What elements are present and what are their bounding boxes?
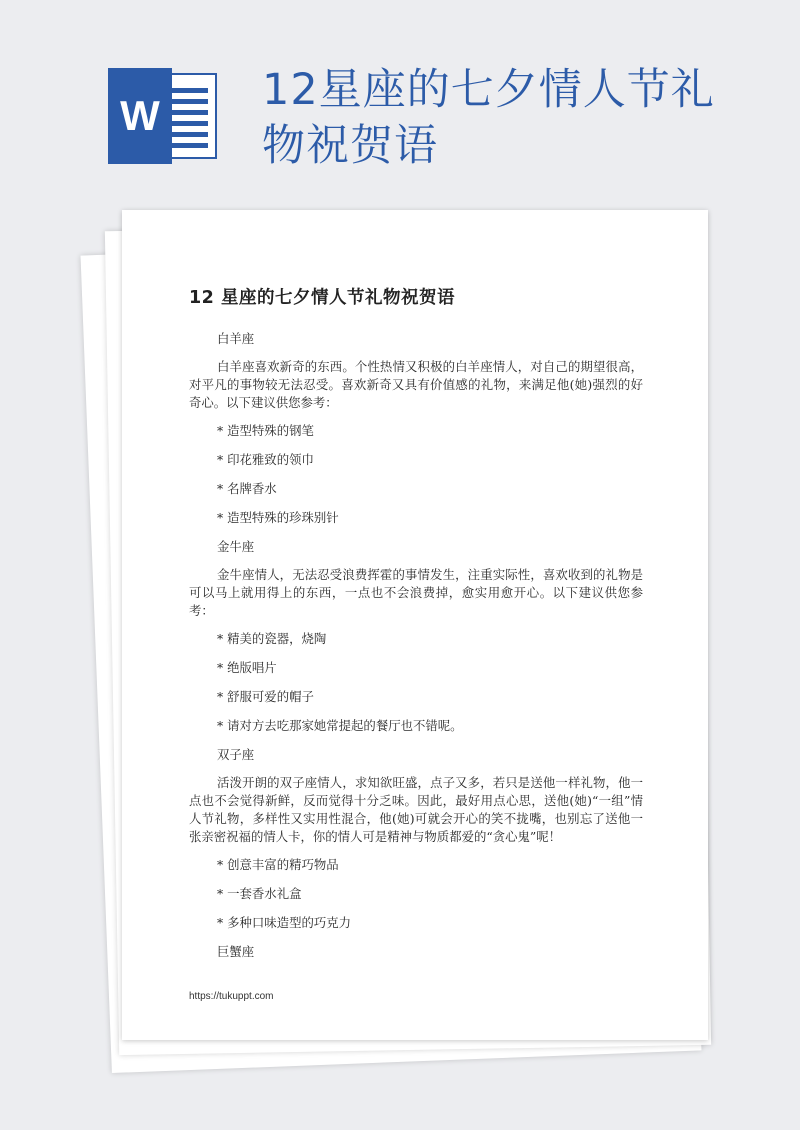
document-title: 12 星座的七夕情人节礼物祝贺语	[189, 288, 455, 308]
header	[0, 0, 800, 230]
gift-list-item: * 名牌香水	[217, 481, 277, 496]
gift-list-item: * 多种口味造型的巧克力	[217, 915, 352, 930]
zodiac-heading: 巨蟹座	[217, 944, 255, 959]
gift-list-item: * 造型特殊的珍珠别针	[217, 510, 339, 525]
gift-list-item: * 精美的瓷器，烧陶	[217, 631, 327, 646]
word-document-icon	[108, 68, 220, 164]
gift-list-item: * 印花雅致的领巾	[217, 452, 314, 467]
word-logo-letter: W	[120, 92, 160, 139]
zodiac-heading: 白羊座	[217, 331, 255, 346]
zodiac-heading: 双子座	[217, 747, 255, 762]
gift-list-item: * 创意丰富的精巧物品	[217, 857, 339, 872]
zodiac-heading: 金牛座	[217, 539, 255, 554]
gift-list-item: * 造型特殊的钢笔	[217, 423, 314, 438]
footer-url[interactable]: https://tukuppt.com	[189, 991, 274, 1002]
document-page	[122, 210, 708, 1040]
document-body	[189, 330, 643, 971]
gift-list-item: * 一套香水礼盒	[217, 886, 302, 901]
body-paragraph: 白羊座喜欢新奇的东西。个性热情又积极的白羊座情人，对自己的期望很高，对平凡的事物较无法忍受。喜欢新奇又具有价值感的礼物，来满足他(她)强烈的好奇心。以下建议供您参考：	[189, 359, 643, 410]
body-paragraph: 金牛座情人，无法忍受浪费挥霍的事情发生，注重实际性，喜欢收到的礼物是可以马上就用得上的东西，一点也不会浪费掉，愈实用愈开心。以下建议供您参考：	[189, 567, 643, 618]
gift-list-item: * 绝版唱片	[217, 660, 277, 675]
gift-list-item: * 舒服可爱的帽子	[217, 689, 314, 704]
gift-list-item: * 请对方去吃那家她常提起的餐厅也不错呢。	[217, 718, 463, 733]
body-paragraph: 活泼开朗的双子座情人，求知欲旺盛，点子又多，若只是送他一样礼物，他一点也不会觉得新鲜，反而觉得十分乏味。因此，最好用点心思，送他(她)“一组”情 人节礼物，多样性又实用性混合，他(她)可就会开心的笑不拢嘴，也别忘了送他一张亲密祝福的情人卡，你的情人可是精神与物质都爱的“贪心鬼”呢！	[189, 775, 643, 844]
page-title: 12星座的七夕情人节礼物祝贺语	[262, 65, 715, 171]
